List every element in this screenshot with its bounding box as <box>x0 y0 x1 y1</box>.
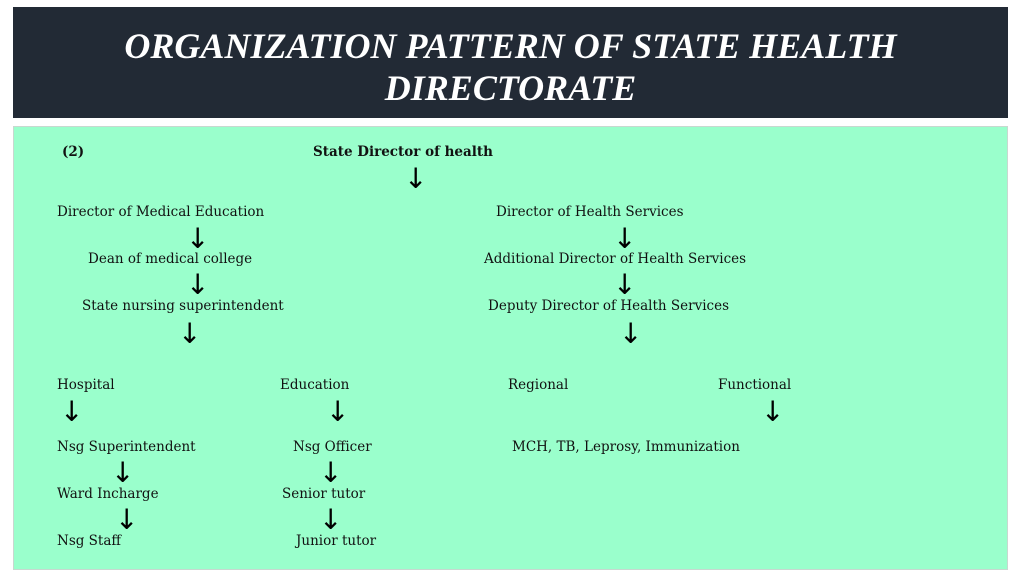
hospital-head: Hospital <box>57 377 115 393</box>
org-chart <box>13 126 1008 570</box>
arrow-down-icon: ↓ <box>613 222 637 255</box>
education-head: Education <box>280 377 350 393</box>
additional-director-health-services: Additional Director of Health Services <box>484 251 747 267</box>
arrow-down-icon: ↓ <box>619 317 643 350</box>
nsg-officer: Nsg Officer <box>293 439 372 455</box>
senior-tutor: Senior tutor <box>282 486 366 502</box>
arrow-down-icon: ↓ <box>111 456 135 489</box>
arrow-down-icon: ↓ <box>178 317 202 350</box>
regional-head: Regional <box>508 377 569 393</box>
diagram-label: (2) <box>62 144 85 160</box>
functional-head: Functional <box>718 377 792 393</box>
arrow-down-icon: ↓ <box>613 268 637 301</box>
arrow-down-icon: ↓ <box>319 456 343 489</box>
arrow-down-icon: ↓ <box>761 395 785 428</box>
arrow-down-icon: ↓ <box>326 395 350 428</box>
ward-incharge: Ward Incharge <box>57 486 159 502</box>
nsg-staff: Nsg Staff <box>57 533 121 549</box>
nsg-superintendent: Nsg Superintendent <box>57 439 196 455</box>
dean-medical-college: Dean of medical college <box>88 251 253 267</box>
arrow-down-icon: ↓ <box>404 162 428 195</box>
arrow-down-icon: ↓ <box>186 222 210 255</box>
arrow-down-icon: ↓ <box>60 395 84 428</box>
arrow-down-icon: ↓ <box>319 503 343 536</box>
junior-tutor: Junior tutor <box>296 533 377 549</box>
director-medical-education: Director of Medical Education <box>57 204 265 220</box>
state-nursing-superintendent: State nursing superintendent <box>82 298 284 314</box>
director-health-services: Director of Health Services <box>496 204 684 220</box>
root-node: State Director of health <box>313 144 493 160</box>
arrow-down-icon: ↓ <box>115 503 139 536</box>
page-title: ORGANIZATION PATTERN OF STATE HEALTH DIRECTORATE <box>124 26 897 108</box>
functional-programs: MCH, TB, Leprosy, Immunization <box>512 439 740 455</box>
arrow-down-icon: ↓ <box>186 268 210 301</box>
deputy-director-health-services: Deputy Director of Health Services <box>488 298 730 314</box>
title-bar <box>13 7 1008 118</box>
